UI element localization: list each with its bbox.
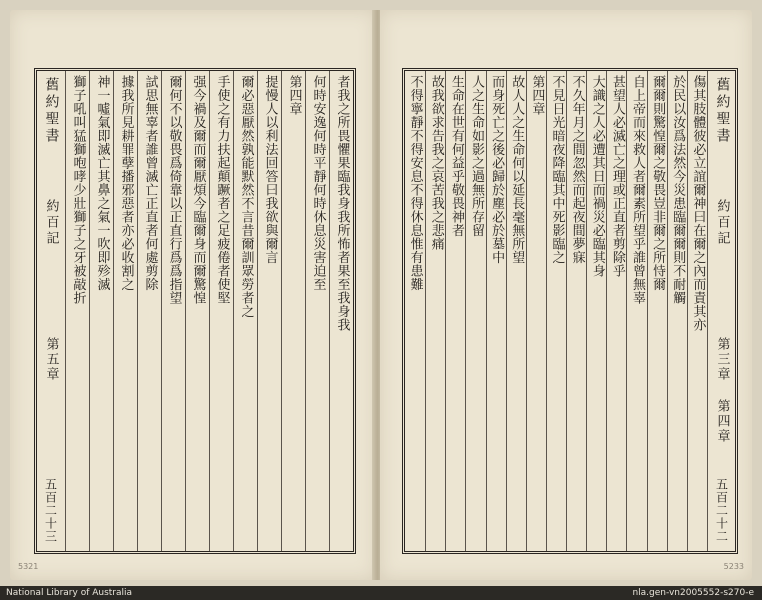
running-chapter: 第三章 第四章 [714, 337, 730, 444]
footer-identifier: nla.gen-vn2005552-s270-e [632, 588, 754, 598]
right-folio-stamp: 5233 [723, 562, 744, 571]
column-text: 大識之人必遭其日而禍災必臨其身 [589, 75, 605, 278]
column-text: 第四章 [286, 75, 302, 116]
column-text: 故人人之生命何以延長毫無所望 [509, 75, 525, 264]
column-text: 人之生命如影之過無所存留 [468, 75, 484, 237]
text-column [161, 71, 186, 551]
running-title: 舊約聖書 [43, 77, 60, 145]
column-text: 提慢人以利法回答曰我欲與爾言 [262, 75, 278, 264]
running-book-title: 約百記 [714, 199, 730, 247]
column-text: 爾爾則驚惶爾之敬畏豈非爾之所恃爾 [650, 75, 666, 291]
text-column [506, 71, 527, 551]
text-column [305, 71, 330, 551]
text-column [586, 71, 607, 551]
footer-institution: National Library of Australia [6, 588, 133, 598]
column-text: 爾必惡厭然孰能默然不言昔爾訓眾勞者之 [238, 75, 254, 318]
column-text: 而身死亡之後必歸於塵必於墓中 [489, 75, 505, 264]
left-text-frame [34, 68, 356, 554]
column-text: 第四章 [529, 75, 545, 116]
text-column [185, 71, 210, 551]
column-text: 不得寧靜不得安息不得休息惟有患難 [407, 75, 423, 291]
text-column [89, 71, 114, 551]
archive-footer [0, 586, 762, 600]
column-text: 自上帝而來救人者爾素所望乎誰曾無辜 [630, 75, 646, 305]
text-column [281, 71, 306, 551]
text-column [526, 71, 547, 551]
text-column [445, 71, 466, 551]
text-column [425, 71, 446, 551]
text-column [667, 71, 688, 551]
column-text: 生命在世有何益乎敬畏神者 [448, 75, 464, 237]
column-text: 何時安逸何時平靜何時休息災害迫至 [310, 75, 326, 291]
column-text: 獅子吼叫猛獅咆哮少壯獅子之牙被敲折 [70, 75, 86, 305]
text-column [606, 71, 627, 551]
column-text: 甚望人必滅亡之理或正直者剪除乎 [609, 75, 625, 278]
text-column [233, 71, 258, 551]
text-column [209, 71, 234, 551]
column-text: 試思無辜者誰曾滅亡正直者何處剪除 [142, 75, 158, 291]
running-book-title: 約百記 [43, 199, 59, 247]
text-column [405, 71, 425, 551]
text-column [329, 71, 354, 551]
text-column [113, 71, 138, 551]
text-column [546, 71, 567, 551]
text-column [687, 71, 708, 551]
text-column [257, 71, 282, 551]
page-number: 五百二十三 [43, 478, 58, 543]
column-text: 傷其肢體彼必立誼爾神曰在爾之內而責其亦 [690, 75, 706, 332]
column-text: 者我之所畏懼果臨我身我所怖者果至我身我 [334, 75, 350, 332]
text-column [465, 71, 486, 551]
column-text: 强今禍及爾而爾厭煩今臨爾身而爾驚惶 [190, 75, 206, 305]
text-column [647, 71, 668, 551]
text-column [566, 71, 587, 551]
left-folio-stamp: 5321 [18, 562, 39, 571]
column-text: 故我欲求告我之哀苦我之悲痛 [428, 75, 444, 251]
text-column [486, 71, 507, 551]
column-text: 於民以汝爲法然今災患臨爾爾則不耐觸 [670, 75, 686, 305]
running-chapter: 第五章 [43, 337, 59, 382]
running-title: 舊約聖書 [714, 77, 731, 145]
page-header-column [37, 71, 66, 551]
column-text: 據我所見耕罪孽播邪惡者亦必收割之 [118, 75, 134, 291]
column-text: 不見日光暗夜降臨其中死影臨之 [549, 75, 565, 264]
column-text: 神一噓氣即滅亡其鼻之氣一吹即殄滅 [94, 75, 110, 291]
column-text: 不久年月之間忽然而起夜間夢寐 [569, 75, 585, 264]
right-text-frame [402, 68, 738, 554]
page-number: 五百二十二 [714, 478, 729, 543]
column-text: 手使之有力扶起顛蹶者之足疲倦者使堅 [214, 75, 230, 305]
page-header-column [707, 71, 736, 551]
text-column [65, 71, 90, 551]
right-page [380, 10, 752, 580]
left-page [10, 10, 376, 580]
text-column [626, 71, 647, 551]
text-column [137, 71, 162, 551]
column-text: 爾何不以敬畏爲倚靠以正直行爲爲指望 [166, 75, 182, 305]
